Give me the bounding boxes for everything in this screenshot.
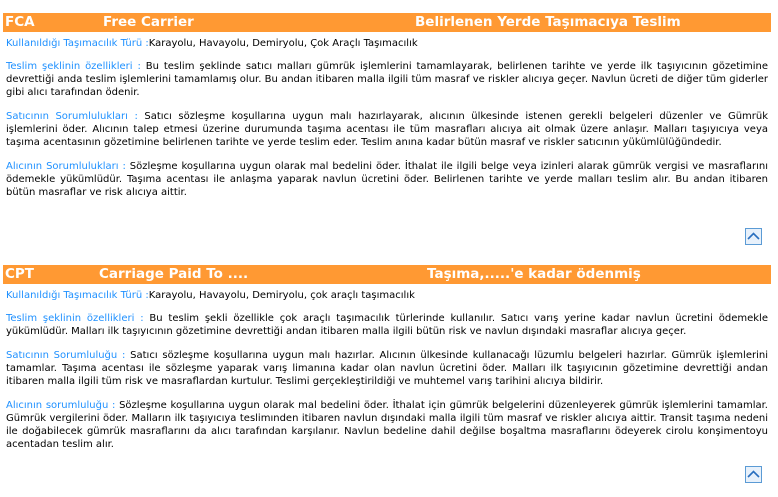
fca-transport-label: Kullanıldığı Taşımacılık Türü :	[6, 38, 149, 49]
cpt-buyer-label: Alıcının sorumluluğu :	[6, 400, 116, 411]
cpt-seller	[6, 349, 768, 388]
fca-buyer-label: Alıcının Sorumlulukları :	[6, 161, 126, 172]
cpt-transport-value: Karayolu, Havayolu, Demiryolu, çok araçlı taşımacılık	[148, 290, 415, 301]
fca-transport	[6, 37, 768, 50]
cpt-features-label: Teslim şeklinin özellikleri :	[6, 313, 144, 324]
fca-seller	[6, 110, 768, 149]
fca-seller-label: Satıcının Sorumlulukları :	[6, 111, 138, 122]
fca-code: FCA	[5, 14, 35, 30]
fca-features-text: Bu teslim şeklinde satıcı malları gümrük işlemlerini tamamlayarak, belirlenen tarihte ve yerde ilk taşıyıcının gözetimine devrettiği anda teslim işlemlerini tamamlamış olur. Bu andan itibaren malla ilgili tüm masraf ve riskler alıcıya geçer. Navlun ücreti de diğer tüm giderler gibi alıcı tarafından ödenir.	[6, 61, 768, 98]
cpt-buyer	[6, 399, 768, 451]
cpt-code: CPT	[5, 266, 35, 282]
cpt-section	[3, 265, 771, 451]
fca-tr-name: Belirlenen Yerde Taşımacıya Teslim	[415, 14, 681, 30]
cpt-seller-text: Satıcı sözleşme koşullarına uygun malı hazırlar. Alıcının ülkesinde kullanacağı lüzumlu belgeleri hazırlar. Gümrük işlemlerini tamamlar. Taşıma acentası ile sözleşme yaparak varış limanına kadar olan navlun ücretini öder. Malları ilk taşıyıcının gözetimine devrettiği andan itibaren malla ilgili tüm risk ve masraflardan kurtulur. Teslimi gerçekleştirildiği ve muhtemel varış tarihini alıcıya bildirir.	[6, 350, 768, 387]
cpt-transport-label: Kullanıldığı Taşımacılık Türü :	[6, 290, 149, 301]
fca-header	[3, 13, 771, 32]
cpt-features	[6, 312, 768, 338]
up-arrow-icon[interactable]	[745, 228, 762, 245]
fca-features-label: Teslim şeklinin özellikleri :	[6, 61, 141, 72]
cpt-seller-label: Satıcının Sorumluluğu :	[6, 350, 126, 361]
fca-buyer	[6, 160, 768, 199]
fca-features	[6, 60, 768, 99]
fca-buyer-text: Sözleşme koşullarına uygun olarak mal bedelini öder. İthalat ile ilgili belge veya izinleri alarak gümrük vergisi ve masraflarını ödemekle yükümlüdür. Taşıma acentası ile anlaşma yaparak navlun ücretini öder. Belirlenen tarihte ve yerde malları teslim alır. Bu andan itibaren bütün masraflar ve risk alıcıya aittir.	[6, 161, 768, 198]
fca-seller-text: Satıcı sözleşme koşullarına uygun malı hazırlayarak, alıcının ülkesinde istenen gerekli belgeleri düzenler ve Gümrük işlemlerini öder. Alıcının talep etmesi üzerine durumunda taşıma acentası ile tüm masrafları alıcıya ait olmak üzere anlaşır. Malları taşıyıcıya veya taşıma acentasının gözetimine belirlenen tarihte ve yerde teslim eder. Teslim anına kadar bütün masraf ve riskler satıcının yükümlülüğündedir.	[6, 111, 769, 148]
cpt-features-text: Bu teslim şekli özellikle çok araçlı taşımacılık türlerinde kullanılır. Satıcı varış yerine kadar navlun ücretini ödemekle yükümlüdür. Malları ilk taşıyıcının gözetimine devrettiği andan itibaren malla ilgili bütün risk ve navlun dışındaki masraflar alıcıya geçer.	[6, 313, 768, 337]
cpt-buyer-text: Sözleşme koşullarına uygun olarak mal bedelini öder. İthalat için gümrük belgelerini düzenleyerek gümrük işlemlerini tamamlar. Gümrük vergilerini öder. Malların ilk taşıyıcıya teslimınden itibaren navlun dışındaki malla ilgili tüm masraf ve riskler alıcıya aittir. Transit taşıma nedeni ile doğabilecek gümrük masraflarını da alıcı tarafından karşılanır. Navlun bedeline dahil değilse boşaltma masraflarını ödeyerek cirolu konşimentoyu acentadan teslim alır.	[6, 400, 768, 450]
up-arrow-icon[interactable]	[745, 466, 762, 483]
fca-name: Free Carrier	[103, 14, 194, 30]
cpt-name: Carriage Paid To ....	[99, 266, 249, 282]
fca-transport-value: Karayolu, Havayolu, Demiryolu, Çok Araçlı Taşımacılık	[148, 38, 418, 49]
fca-section	[3, 13, 771, 199]
cpt-transport	[6, 289, 768, 302]
cpt-header	[3, 265, 771, 284]
cpt-tr-name: Taşıma,.....'e kadar ödenmiş	[427, 266, 641, 282]
